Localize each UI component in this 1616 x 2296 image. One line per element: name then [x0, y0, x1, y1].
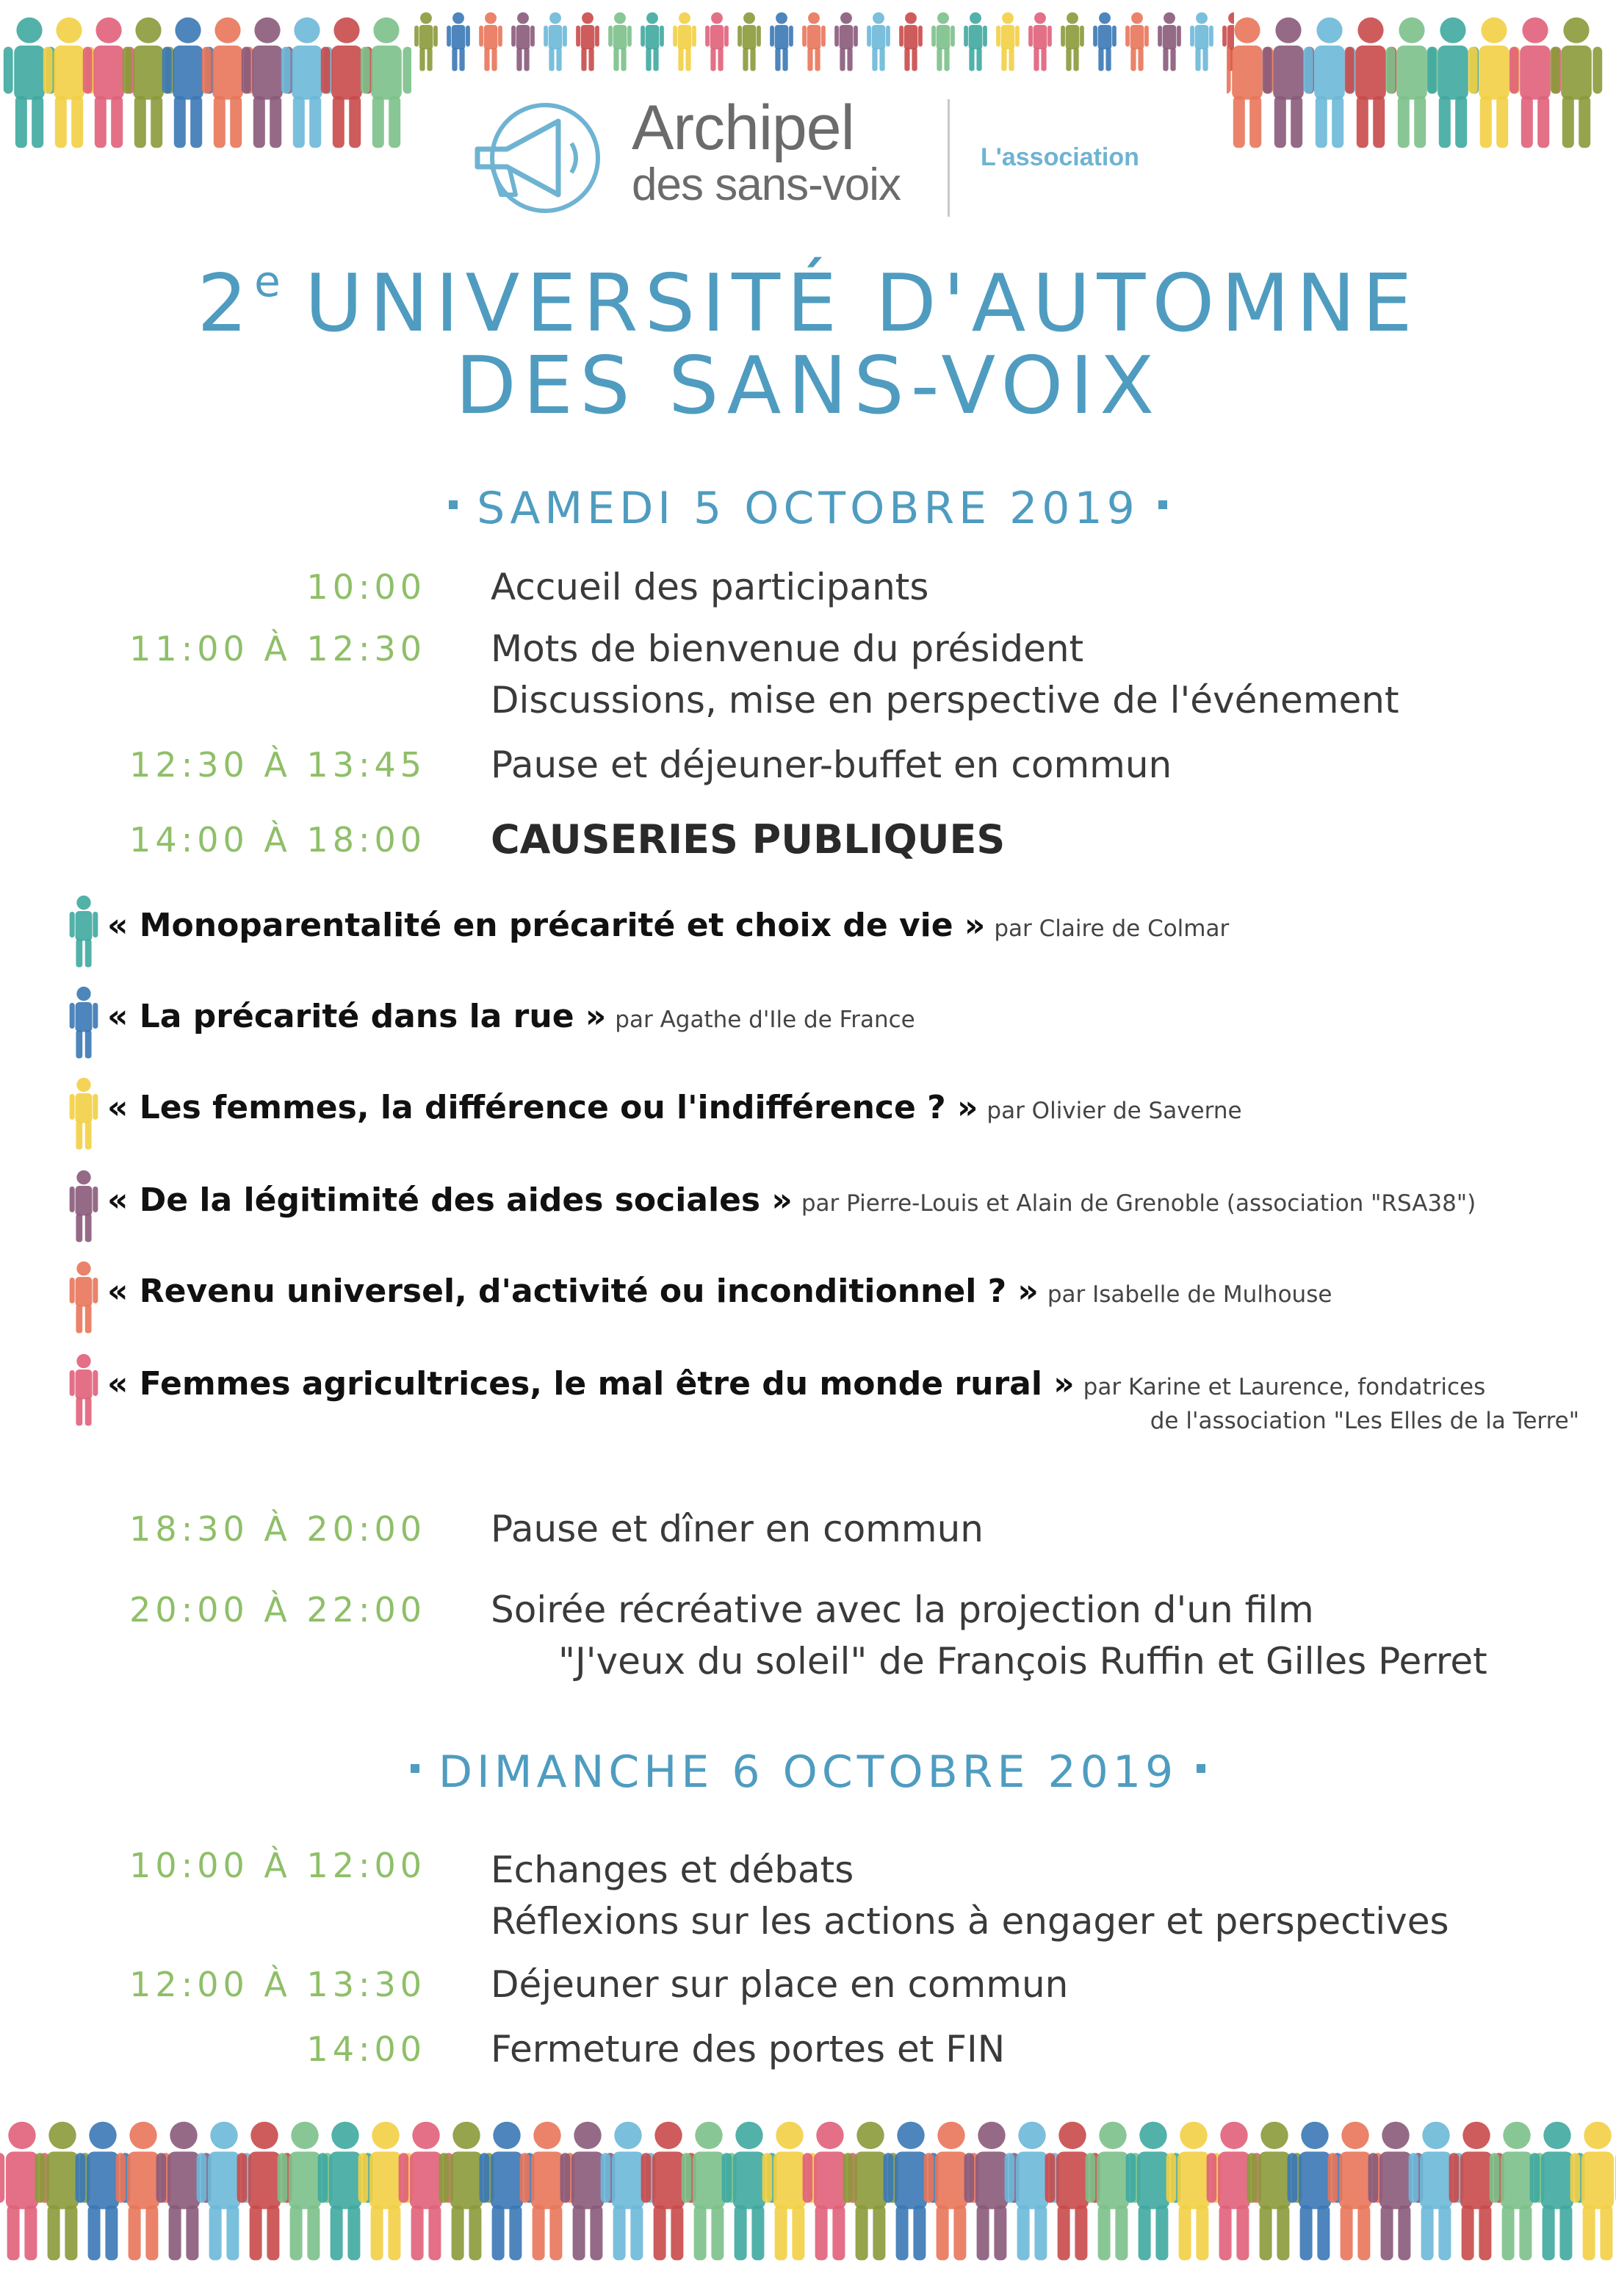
person-icon [66, 1352, 101, 1433]
person-icon [802, 12, 826, 71]
people-border-top-left [0, 7, 411, 147]
schedule-time: 11:00 À 12:30 [129, 629, 426, 669]
schedule-activity: Fermeture des portes et FIN [491, 2028, 1006, 2070]
talk-title: « Monoparentalité en précarité et choix de vie » [107, 907, 986, 944]
person-icon [576, 12, 599, 71]
people-small-illustration-icon [411, 7, 1234, 81]
bullet-square-icon [1197, 1764, 1205, 1773]
title-number: 2 [197, 258, 255, 350]
person-icon [511, 12, 535, 71]
person-icon [737, 12, 761, 71]
talk-speaker: par Claire de Colmar [994, 915, 1230, 942]
page-title-line-2: DES SANS-VOIX [455, 340, 1161, 432]
schedule-activity: Pause et dîner en commun [491, 1508, 984, 1550]
people-border-top-right [1227, 7, 1616, 147]
people-illustration-icon [0, 7, 411, 169]
person-icon [1551, 18, 1602, 148]
person-icon [1125, 12, 1149, 71]
person-icon [66, 1168, 101, 1249]
association-logo [463, 92, 1153, 224]
person-icon [964, 12, 987, 71]
logo-title: Archipel [632, 93, 854, 163]
people-illustration-icon [0, 2109, 1616, 2285]
schedule-activity: Echanges et débats [491, 1849, 854, 1891]
talk-item [66, 985, 1535, 1065]
person-icon [867, 12, 890, 71]
talk-speaker: par Pierre-Louis et Alain de Grenoble (association "RSA38") [801, 1190, 1476, 1217]
person-icon [414, 12, 438, 71]
person-icon [641, 12, 664, 71]
schedule-activity-heading: CAUSERIES PUBLIQUES [491, 816, 1006, 863]
schedule-time: 18:30 À 20:00 [129, 1509, 426, 1549]
schedule-time: 14:00 [306, 2029, 426, 2069]
schedule-activity: Déjeuner sur place en commun [491, 1963, 1069, 2006]
schedule-time: 12:30 À 13:45 [129, 745, 426, 785]
person-icon [70, 1078, 98, 1150]
megaphone-icon [463, 92, 624, 224]
person-icon [834, 12, 858, 71]
page-title [0, 256, 1616, 350]
schedule-time: 12:00 À 13:30 [129, 1965, 426, 2004]
schedule-activity: Pause et déjeuner-buffet en commun [491, 744, 1172, 786]
schedule-time: 14:00 À 18:00 [129, 820, 426, 860]
person-icon [1093, 12, 1117, 71]
talk-item [66, 893, 1535, 974]
bullet-square-icon [1158, 500, 1167, 509]
talk-speaker: par Olivier de Saverne [986, 1098, 1242, 1124]
person-icon [608, 12, 632, 71]
person-icon [1061, 12, 1084, 71]
bullet-square-icon [411, 1764, 419, 1773]
person-icon [479, 12, 502, 71]
person-icon [1570, 2122, 1616, 2261]
schedule-activity: Soirée récréative avec la projection d'un film [491, 1588, 1314, 1631]
title-line-1: UNIVERSITÉ D'AUTOMNE [304, 258, 1419, 350]
person-icon [361, 18, 411, 148]
talk-speaker: par Agathe d'Ile de France [615, 1007, 915, 1033]
person-icon [66, 893, 101, 974]
logo-subtitle: des sans-voix [632, 159, 901, 210]
schedule-time: 20:00 À 22:00 [129, 1590, 426, 1630]
logo-tag: L'association [981, 143, 1139, 171]
day2-heading: DIMANCHE 6 OCTOBRE 2019 [0, 1750, 1616, 1794]
bullet-square-icon [449, 500, 458, 509]
people-border-bottom [0, 2109, 1616, 2285]
talk-item [66, 1259, 1535, 1340]
person-icon [770, 12, 793, 71]
person-icon [66, 1076, 101, 1156]
schedule-time: 10:00 [306, 567, 426, 607]
person-icon [70, 1170, 98, 1242]
logo-divider [948, 99, 950, 217]
person-icon [70, 987, 98, 1059]
talk-item [66, 1076, 1535, 1156]
person-icon [66, 985, 101, 1065]
person-icon [996, 12, 1020, 71]
talk-item [66, 1168, 1579, 1249]
schedule-activity: Mots de bienvenue du président [491, 627, 1084, 670]
talk-speaker-continued: de l'association "Les Elles de la Terre" [1150, 1408, 1579, 1434]
talk-title: « De la légitimité des aides sociales » [107, 1181, 793, 1219]
person-icon [447, 12, 470, 71]
person-icon [66, 1259, 101, 1340]
talk-speaker: par Karine et Laurence, fondatrices [1083, 1374, 1486, 1400]
schedule-activity: Réflexions sur les actions à engager et perspectives [491, 1900, 1449, 1943]
talk-speaker: par Isabelle de Mulhouse [1047, 1281, 1332, 1308]
person-icon [70, 896, 98, 968]
person-icon [70, 1354, 98, 1426]
person-icon [931, 12, 955, 71]
schedule-activity: "J'veux du soleil" de François Ruffin et Gilles Perret [558, 1640, 1487, 1683]
person-icon [70, 1262, 98, 1334]
person-icon [544, 12, 567, 71]
talk-item [66, 1352, 1579, 1462]
schedule-activity: Discussions, mise en perspective de l'événement [491, 679, 1399, 721]
talk-title: « La précarité dans la rue » [107, 998, 607, 1035]
person-icon [1028, 12, 1052, 71]
people-illustration-icon [1227, 7, 1616, 169]
schedule-time: 10:00 À 12:00 [129, 1846, 426, 1885]
title-superscript: e [254, 256, 287, 306]
person-icon [673, 12, 696, 71]
talk-title: « Femmes agricultrices, le mal être du monde rural » [107, 1365, 1075, 1403]
schedule-activity: Accueil des participants [491, 566, 929, 608]
person-icon [705, 12, 729, 71]
person-icon [899, 12, 923, 71]
person-icon [1190, 12, 1213, 71]
person-icon [1158, 12, 1181, 71]
talk-title: « Revenu universel, d'activité ou inconditionnel ? » [107, 1273, 1039, 1310]
talk-title: « Les femmes, la différence ou l'indifférence ? » [107, 1089, 978, 1126]
day1-heading: SAMEDI 5 OCTOBRE 2019 [0, 486, 1616, 530]
